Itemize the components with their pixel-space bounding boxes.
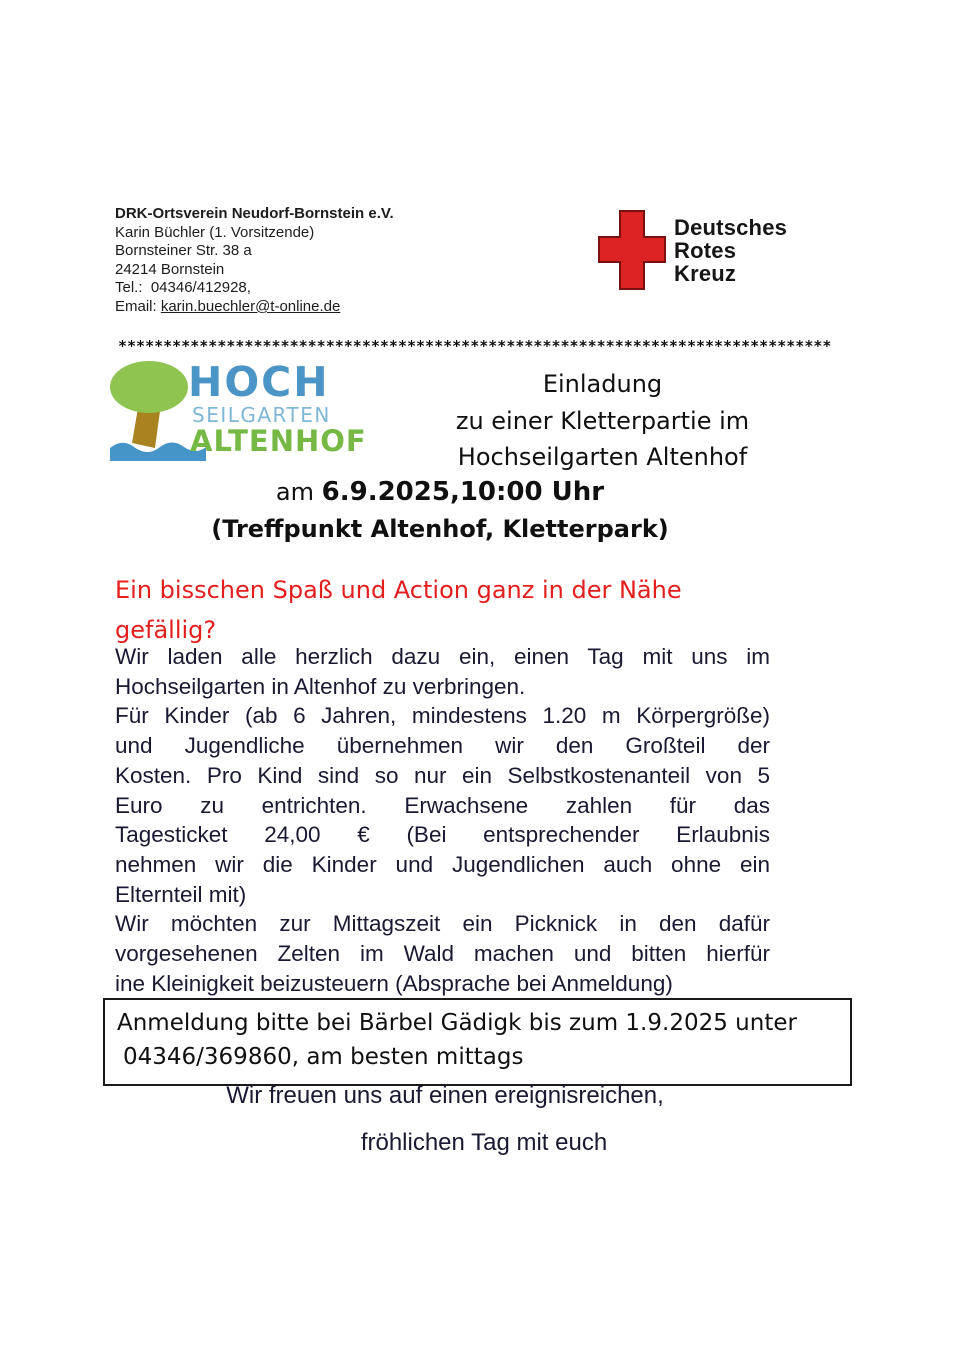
body-line: und Jugendliche übernehmen wir den Großteil der: [115, 733, 770, 759]
invitation-line3: Hochseilgarten Altenhof: [457, 443, 748, 471]
drk-logo: [598, 210, 787, 290]
date-prefix: am: [275, 478, 322, 506]
hochseilgarten-logo: [108, 360, 368, 468]
logo-word-altenhof: ALTENHOF: [190, 424, 367, 458]
sender-contact-block: [115, 205, 394, 317]
red-heading: [115, 570, 815, 650]
closing-line1: Wir freuen uns auf einen ereignisreichen,: [226, 1082, 664, 1109]
invitation-line2: zu einer Kletterpartie im: [455, 406, 750, 435]
body-line: Kosten. Pro Kind sind so nur ein Selbstkostenanteil von 5: [115, 762, 770, 788]
red-heading-line2: gefällig?: [115, 616, 217, 644]
drk-word-1: Deutsches: [674, 214, 788, 240]
body-line: Elternteil mit): [115, 881, 247, 907]
tree-trunk: [132, 408, 160, 448]
body-line: Für Kinder (ab 6 Jahren, mindestens 1.20 m Körpergröße): [115, 703, 770, 729]
drk-word-2: Rotes: [674, 237, 737, 263]
asterisk-divider: *******************************************************************************: [118, 337, 832, 355]
logo-word-seilgarten: SEILGARTEN: [192, 403, 331, 427]
registration-box: [103, 998, 852, 1086]
red-heading-line1: Ein bisschen Spaß und Action ganz in der Nähe: [115, 576, 682, 604]
drk-wordmark: [674, 216, 787, 285]
logo-word-hoch: HOCH: [188, 358, 330, 406]
body-line: vorgesehenen Zelten im Wald machen und bitten hierfür: [115, 941, 770, 967]
meeting-point-line: (Treffpunkt Altenhof, Kletterpark): [211, 515, 669, 543]
body-line: Hochseilgarten in Altenhof zu verbringen.: [115, 673, 526, 699]
sender-email-row: [115, 298, 394, 317]
body-line: Euro zu entrichten. Erwachsene zahlen für das: [115, 792, 770, 818]
drk-word-3: Kreuz: [674, 260, 737, 286]
date-block: [105, 474, 775, 548]
body-text: [115, 642, 770, 998]
red-cross-shape: [599, 211, 665, 289]
event-date: 6.9.2025,10:00 Uhr: [321, 477, 605, 507]
body-line: nehmen wir die Kinder und Jugendlichen auch ohne ein: [115, 851, 770, 877]
body-line: Tagesticket 24,00 € (Bei entsprechender Erlaubnis: [115, 822, 770, 848]
registration-line2: 04346/369860, am besten mittags: [123, 1044, 524, 1070]
closing-line2: fröhlichen Tag mit euch: [360, 1129, 608, 1156]
sender-street: Bornsteiner Str. 38 a: [115, 242, 252, 260]
invitation-headline: [380, 366, 825, 476]
sender-phone: Tel.: 04346/412928,: [115, 279, 251, 297]
email-link[interactable]: karin.buechler@t-online.de: [160, 297, 341, 315]
tree-crown: [110, 361, 188, 413]
sender-person: Karin Büchler (1. Vorsitzende): [115, 223, 315, 241]
registration-line1: Anmeldung bitte bei Bärbel Gädigk bis zum 1.9.2025 unter: [117, 1010, 797, 1036]
body-line: ine Kleinigkeit beizusteuern (Absprache bei Anmeldung): [115, 970, 673, 996]
invitation-title: Einladung: [542, 370, 663, 398]
sender-city: 24214 Bornstein: [115, 260, 225, 278]
email-label: Email:: [115, 297, 161, 315]
red-cross-icon: [598, 210, 666, 290]
body-line: Wir laden alle herzlich dazu ein, einen Tag mit uns im: [115, 644, 770, 669]
closing-block: [70, 1082, 820, 1157]
date-line: [105, 474, 775, 511]
sender-name: DRK-Ortsverein Neudorf-Bornstein e.V.: [115, 205, 394, 222]
body-line: Wir möchten zur Mittagszeit ein Picknick in den dafür: [115, 911, 770, 937]
